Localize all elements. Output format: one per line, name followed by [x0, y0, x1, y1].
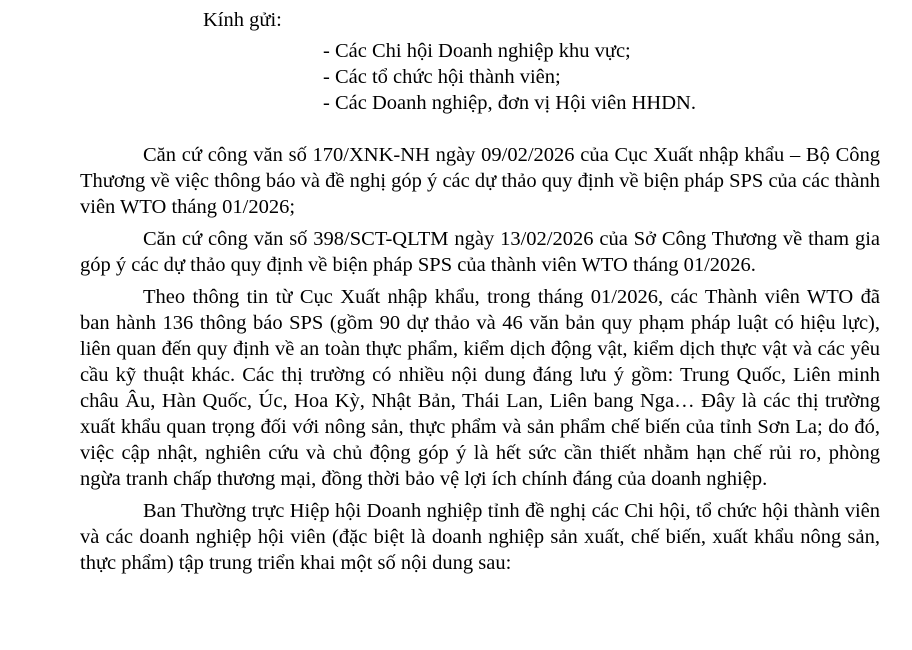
recipient-list — [323, 38, 912, 116]
recipient-line: - Các tổ chức hội thành viên; — [323, 66, 561, 88]
recipient-line: - Các Chi hội Doanh nghiệp khu vực; — [323, 40, 631, 62]
body-paragraph-sps-information: Theo thông tin từ Cục Xuất nhập khẩu, trong tháng 01/2026, các Thành viên WTO đã ban hành 136 thông báo SPS (gồm 90 dự thảo và 46 văn bản quy phạm pháp luật có hiệu lực), liên quan đến quy định về an toàn thực phẩm, kiểm dịch động vật, kiểm dịch thực vật và các yêu cầu kỹ thuật khác. Các thị trường có nhiều nội dung đáng lưu ý gồm: Trung Quốc, Liên minh châu Âu, Hàn Quốc, Úc, Hoa Kỳ, Nhật Bản, Thái Lan, Liên bang Nga… Đây là các thị trường xuất khẩu quan trọng đối với nông sản, thực phẩm và sản phẩm chế biến của tỉnh Sơn La; do đó, việc cập nhật, nghiên cứu và chủ động góp ý là hết sức cần thiết nhằm hạn chế rủi ro, phòng ngừa tranh chấp thương mại, đồng thời bảo vệ lợi ích chính đáng của doanh nghiệp. — [80, 286, 880, 490]
body-paragraph-request: Ban Thường trực Hiệp hội Doanh nghiệp tỉnh đề nghị các Chi hội, tổ chức hội thành viên và các doanh nghiệp hội viên (đặc biệt là doanh nghiệp sản xuất, chế biến, xuất khẩu nông sản, thực phẩm) tập trung triển khai một số nội dung sau: — [80, 500, 880, 574]
body-paragraph-legal-basis-1: Căn cứ công văn số 170/XNK-NH ngày 09/02/2026 của Cục Xuất nhập khẩu – Bộ Công Thương về việc thông báo và đề nghị góp ý các dự thảo quy định về biện pháp SPS của các thành viên WTO tháng 01/2026; — [80, 144, 880, 218]
recipient-line: - Các Doanh nghiệp, đơn vị Hội viên HHDN. — [323, 92, 696, 114]
document-body — [0, 142, 912, 576]
salutation: Kính gửi: — [203, 9, 282, 31]
body-paragraph-legal-basis-2: Căn cứ công văn số 398/SCT-QLTM ngày 13/02/2026 của Sở Công Thương về tham gia góp ý các dự thảo quy định về biện pháp SPS của thành viên WTO tháng 01/2026. — [80, 228, 880, 276]
